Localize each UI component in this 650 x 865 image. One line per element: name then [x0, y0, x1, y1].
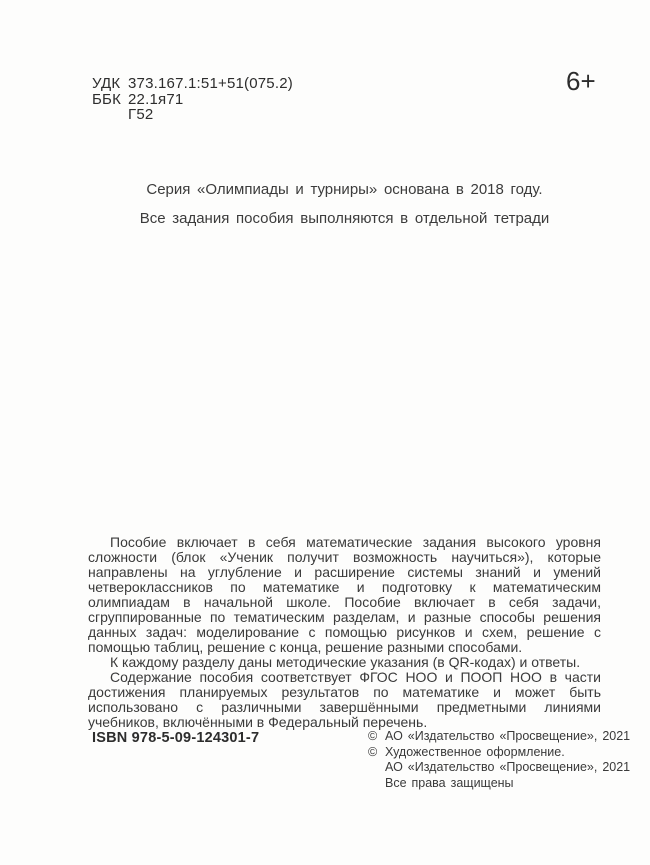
copyright-text: АО «Издательство «Просвещение», 2021	[385, 729, 631, 743]
author-sign-row	[92, 107, 293, 123]
bbk-value: 22.1я71	[128, 90, 184, 108]
udk-label: УДК	[92, 75, 121, 92]
copyright-symbol-spacer	[368, 776, 385, 792]
copyright-line-publisher-2	[368, 760, 630, 776]
bibliographic-classification	[92, 76, 293, 123]
udk-row	[92, 76, 293, 92]
copyright-symbol-spacer	[368, 760, 385, 776]
series-note	[88, 181, 601, 239]
annotation-paragraph-2: К каждому разделу даны методические указания (в QR-кодах) и ответы.	[110, 654, 581, 670]
age-rating-badge: 6+	[566, 66, 596, 96]
copyright-text: Все права защищены	[385, 775, 514, 790]
copyright-text: АО «Издательство «Просвещение», 2021	[385, 760, 631, 774]
author-sign-spacer	[92, 107, 128, 123]
annotation-text	[88, 535, 601, 730]
copyright-symbol: ©	[368, 744, 378, 759]
series-founded-line: Серия «Олимпиады и турниры» основана в 2018 году.	[146, 181, 543, 198]
bbk-label: ББК	[92, 90, 122, 108]
annotation-paragraph-3: Содержание пособия соответствует ФГОС НОО и ПООП НОО в части достижения планируемых результатов по математике и может быть использовано с различными завершёнными предметными линиями учебников, включёнными в Федеральный перечень.	[88, 669, 601, 730]
isbn-number: ISBN 978-5-09-124301-7	[92, 730, 260, 746]
copyright-symbol: ©	[368, 729, 378, 743]
annotation-paragraph-1: Пособие включает в себя математические задания высокого уровня сложности (блок «Ученик получит возможность научиться»), которые направлены на углубление и расширение системы знаний и умений четвероклассников по математике и подготовку к математическим олимпиадам в начальной школе. Пособие включает в себя задачи, сгруппированные по тематическим разделам, и разные способы решения данных задач: моделирование с помощью рисунков и схем, решение с помощью таблиц, решение с конца, решение разными способами.	[88, 534, 601, 655]
author-sign: Г52	[128, 106, 154, 123]
bbk-row	[92, 92, 293, 108]
udk-value: 373.167.1:51+51(075.2)	[128, 75, 293, 92]
copyright-line-publisher	[368, 729, 630, 745]
copyright-line-artwork	[368, 745, 630, 761]
copyright-line-rights	[368, 776, 630, 792]
copyright-block	[368, 729, 630, 791]
copyright-text: Художественное оформление.	[385, 744, 565, 759]
series-notebook-line: Все задания пособия выполняются в отдельной тетради	[139, 210, 550, 227]
